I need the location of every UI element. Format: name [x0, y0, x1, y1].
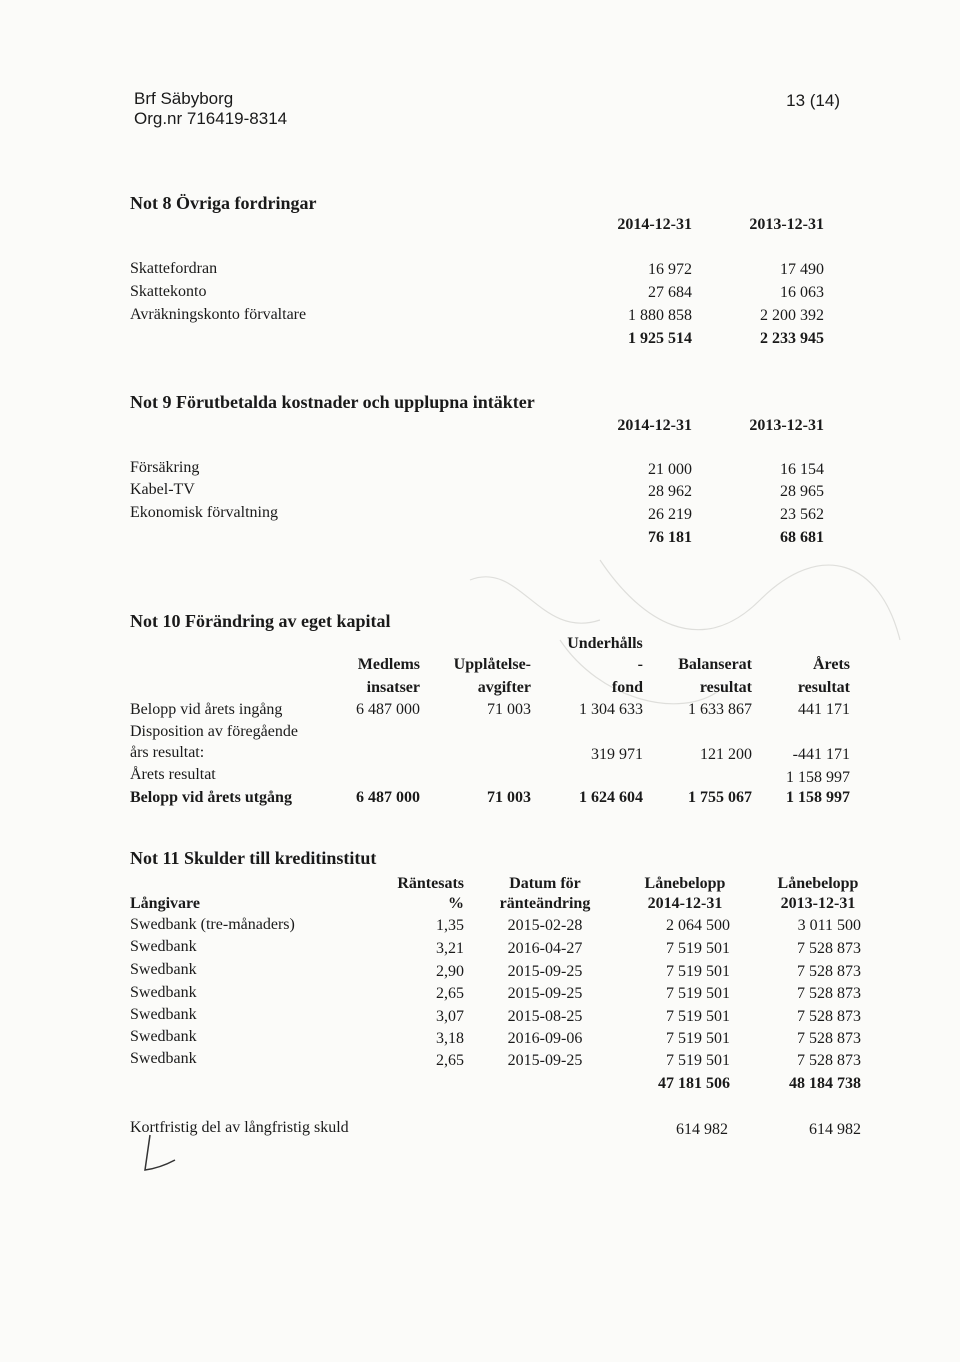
year-result: -441 171	[792, 746, 850, 763]
amount-2014: 7 519 501	[666, 1008, 730, 1025]
rate-change-date: 2016-04-27	[507, 940, 583, 957]
rate: 1,35	[436, 917, 464, 934]
maintenance-fund: 1 624 604	[579, 789, 643, 806]
retained-earnings: 121 200	[700, 746, 752, 763]
rate-change-date: 2016-09-06	[507, 1030, 583, 1047]
lender: Swedbank	[130, 1006, 197, 1023]
transfer-fees: 71 003	[487, 789, 531, 806]
lender: Swedbank (tre-månaders)	[130, 916, 295, 933]
value-2013: 23 562	[780, 506, 824, 523]
note10-header-c3b: fond	[611, 679, 643, 696]
note10-header-c5b: resultat	[797, 679, 850, 696]
amount-2013: 614 982	[809, 1121, 861, 1138]
note10-header-c5a: Årets	[812, 656, 850, 673]
value-2013: 2 200 392	[760, 307, 824, 324]
note8-col1: 2014-12-31	[617, 216, 692, 233]
value-2014: 28 962	[648, 483, 692, 500]
lender: Swedbank	[130, 984, 197, 1001]
note10-title: Not 10 Förändring av eget kapital	[130, 611, 391, 631]
note11-title: Not 11 Skulder till kreditinstitut	[130, 848, 377, 868]
year-result: 1 158 997	[786, 769, 850, 786]
lender: Swedbank	[130, 1028, 197, 1045]
handwritten-initials	[145, 1135, 175, 1170]
rate-change-date: 2015-09-25	[507, 963, 583, 980]
row-label: Försäkring	[130, 459, 200, 476]
value-2014: 1 880 858	[628, 307, 692, 324]
note11-header-rate: Räntesats	[397, 875, 464, 892]
amount-2013: 7 528 873	[797, 1052, 861, 1069]
row-label: Belopp vid årets ingång	[130, 701, 283, 718]
note10-header-c4a: Balanserat	[678, 656, 752, 673]
member-deposits: 6 487 000	[356, 789, 420, 806]
page-number: 13 (14)	[786, 91, 840, 110]
note10-header-c2a: Upplåtelse-	[453, 656, 531, 673]
amount-2013: 3 011 500	[797, 917, 861, 934]
transfer-fees: 71 003	[487, 701, 531, 718]
note10-header-c1a: Medlems	[357, 656, 420, 673]
note11-header-amount-2013: Lånebelopp	[777, 875, 859, 892]
value-2014: 21 000	[648, 461, 692, 478]
value-2014: 27 684	[648, 284, 692, 301]
note11-header-date: Datum för	[509, 875, 581, 892]
note10-header-fund-top: Underhålls	[567, 635, 643, 652]
row-label: Belopp vid årets utgång	[130, 789, 292, 806]
note8-total-2014: 1 925 514	[628, 330, 692, 347]
rate: 2,65	[436, 985, 464, 1002]
retained-earnings: 1 633 867	[688, 701, 752, 718]
amount-2014: 2 064 500	[666, 917, 730, 934]
row-label: Skattefordran	[130, 260, 218, 277]
amount-2013: 7 528 873	[797, 963, 861, 980]
note11-total-2013: 48 184 738	[789, 1075, 861, 1092]
note9-col1: 2014-12-31	[617, 417, 692, 434]
org-number: Org.nr 716419-8314	[134, 109, 288, 128]
amount-2013: 7 528 873	[797, 1030, 861, 1047]
amount-2014: 7 519 501	[666, 1052, 730, 1069]
lender: Swedbank	[130, 938, 197, 955]
value-2014: 16 972	[648, 261, 692, 278]
note11-total-2014: 47 181 506	[658, 1075, 730, 1092]
rate: 2,65	[436, 1052, 464, 1069]
rate: 3,18	[436, 1030, 464, 1047]
year-result: 1 158 997	[786, 789, 850, 806]
year-result: 441 171	[798, 701, 850, 718]
amount-2014: 7 519 501	[666, 1030, 730, 1047]
row-label: Ekonomisk förvaltning	[130, 504, 278, 521]
value-2013: 17 490	[780, 261, 824, 278]
note11-header-amount-2014: Lånebelopp	[644, 875, 726, 892]
value-2013: 28 965	[780, 483, 824, 500]
note11-header-amount-2013-date: 2013-12-31	[780, 895, 856, 912]
note10-header-c2b: avgifter	[477, 679, 531, 696]
amount-2013: 7 528 873	[797, 1008, 861, 1025]
note10-header-c4b: resultat	[699, 679, 752, 696]
note8-total-2013: 2 233 945	[760, 330, 824, 347]
value-2013: 16 154	[780, 461, 824, 478]
rate: 3,21	[436, 940, 464, 957]
amount-2014: 7 519 501	[666, 940, 730, 957]
rate: 2,90	[436, 963, 464, 980]
note9-col2: 2013-12-31	[749, 417, 824, 434]
note11-header-amount-2014-date: 2014-12-31	[647, 895, 723, 912]
row-label: Disposition av föregående	[130, 723, 298, 740]
member-deposits: 6 487 000	[356, 701, 420, 718]
note9-total-2014: 76 181	[648, 529, 692, 546]
note8-title: Not 8 Övriga fordringar	[130, 193, 317, 213]
rate: 3,07	[436, 1008, 464, 1025]
note11-header-date-sub: ränteändring	[499, 895, 591, 912]
row-label: Skattekonto	[130, 283, 207, 300]
value-2014: 26 219	[648, 506, 692, 523]
row-label-cont: års resultat:	[130, 744, 205, 761]
amount-2014: 7 519 501	[666, 963, 730, 980]
amount-2013: 7 528 873	[797, 940, 861, 957]
amount-2014: 614 982	[676, 1121, 728, 1138]
value-2013: 16 063	[780, 284, 824, 301]
org-name: Brf Säbyborg	[134, 89, 234, 108]
row-label: Kabel-TV	[130, 481, 195, 498]
note10-header-c1b: insatser	[366, 679, 420, 696]
row-label: Avräkningskonto förvaltare	[130, 306, 307, 323]
note8-col2: 2013-12-31	[749, 216, 824, 233]
amount-2013: 7 528 873	[797, 985, 861, 1002]
note10-header-c3a: -	[637, 656, 643, 673]
rate-change-date: 2015-09-25	[507, 985, 583, 1002]
row-label: Kortfristig del av långfristig skuld	[130, 1119, 349, 1136]
note11-header-lender: Långivare	[130, 895, 200, 912]
retained-earnings: 1 755 067	[688, 789, 752, 806]
note11-header-rate-unit: %	[448, 895, 464, 912]
rate-change-date: 2015-09-25	[507, 1052, 583, 1069]
row-label: Årets resultat	[130, 766, 216, 783]
note9-title: Not 9 Förutbetalda kostnader och upplupna intäkter	[130, 392, 535, 412]
rate-change-date: 2015-08-25	[507, 1008, 583, 1025]
rate-change-date: 2015-02-28	[507, 917, 583, 934]
lender: Swedbank	[130, 961, 197, 978]
maintenance-fund: 1 304 633	[579, 701, 643, 718]
maintenance-fund: 319 971	[591, 746, 643, 763]
lender: Swedbank	[130, 1050, 197, 1067]
note9-total-2013: 68 681	[780, 529, 824, 546]
amount-2014: 7 519 501	[666, 985, 730, 1002]
